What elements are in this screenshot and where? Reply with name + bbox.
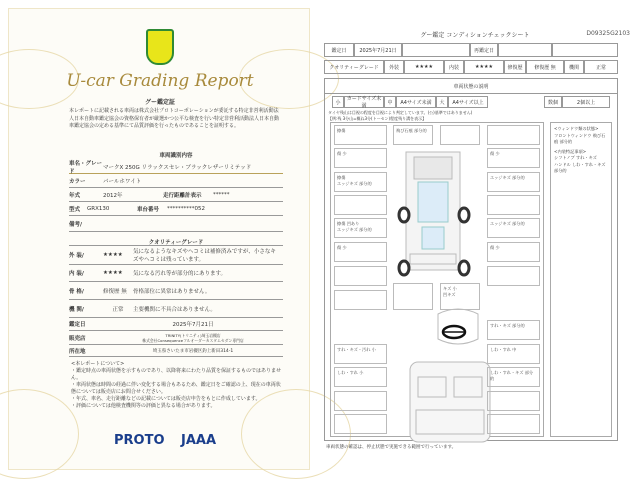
legend-large-desc: A4サイズ以上 (448, 96, 488, 108)
interior-box-right: しわ・すれ 中 (487, 344, 540, 364)
report-title: U-car Grading Report (66, 71, 254, 91)
interior-box-right: すれ・キズ 部分的 (487, 320, 540, 340)
quality-row-exterior: 外 装/ ★★★★ 気になるようなキズやヘコミは補修済みですが、小さなキズやヘコミは残っています。 (69, 245, 283, 265)
exterior-box-left: 擦傷 凹あり エッジキズ 部分的 (334, 218, 387, 238)
interior-grade: ★★★★ (464, 60, 504, 74)
report-notes: <本レポートについて> ・鑑定時点の車両状態を示すものであり、以降将来にわたり品質を保証するものではありません。 ・車両状態は時間の経過に伴い変化する場合もあるため、鑑定日をご確認の上、現在の車両状態については販売店にお問合せください。 ・年式、車名、走行距離などの記載については販売店申告をもとに作成しています。 ・評価については他検査機関等の評価と異なる場合があります。 (71, 361, 282, 409)
date-label: 鑑定日 (324, 43, 354, 57)
quality-row-frame: 骨 格/ 修復歴 無 骨格部位に異常はありません。 (69, 282, 283, 300)
exterior-grade: ★★★★ (404, 60, 444, 74)
tire-example-note: 【例:残 3分山=概ね3分(トーセン)程度残り溝を表示】 (328, 116, 427, 121)
repair-label: 修復歴 (504, 60, 526, 74)
exterior-box-left (334, 195, 387, 215)
exterior-label: 外装 (384, 60, 404, 74)
exterior-box-right (487, 125, 540, 145)
tire-note: タイヤ残山は目視の程度を目視により判定しています。(公)基準ではありません) (328, 110, 473, 115)
interior-box-right: しわ・すれ・キズ 部分的 (487, 367, 540, 387)
color-row: カラー パールホワイト (69, 174, 283, 188)
exterior-box-left: 傷 少 (334, 242, 387, 262)
exterior-box-left (334, 290, 387, 310)
quality-row-interior: 内 装/ ★★★★ 気になる汚れ等が部分的にあります。 (69, 265, 283, 282)
condition-check-sheet (318, 22, 632, 462)
legend-small-desc: カードサイズ未満 (344, 96, 384, 108)
exterior-box-right: 傷 少 (487, 148, 540, 168)
repair-value: 修復歴 無 (526, 60, 564, 74)
interior-box-right (487, 391, 540, 411)
jaaa-logo: JAAA (181, 433, 217, 448)
exterior-box-bottom: キズ 小 凹キズ (440, 283, 480, 310)
quality-section-title: クオリティーグレード (148, 240, 204, 246)
exterior-box-left: 傷 少 (334, 148, 387, 168)
engine-value: 正常 (584, 60, 618, 74)
interior-box-left (334, 391, 387, 411)
exterior-box-left: 擦傷 (334, 125, 387, 145)
interior-box-left: すれ・キズ・汚れ 小 (334, 344, 387, 364)
vehicle-section-title: 車両識別内容 (159, 153, 193, 159)
certificate-subtitle: グー鑑定証 (144, 99, 175, 106)
exterior-box-bottom (393, 283, 433, 310)
vehicle-name-row: 車名・グレード マークX 250G リラックスセレ・ブラックレザーリミテッド (69, 160, 283, 174)
legend-medium-desc: A4サイズ未満 (396, 96, 436, 108)
date-value: 2025年7月21日 (354, 43, 402, 57)
model-row: 型式 GRX130 車台番号 **********052 (69, 202, 283, 216)
reappraisal-label: 再鑑定日 (470, 43, 498, 57)
exterior-box-right: エッジキズ 部分的 (487, 172, 540, 192)
legend-medium: 中 (384, 96, 396, 108)
ornament (0, 389, 79, 479)
sheet-code: D09325G2103 (586, 30, 630, 37)
exterior-box-left (334, 266, 387, 286)
exterior-box-left: 擦傷 エッジキズ 部分的 (334, 172, 387, 192)
exterior-box-right (487, 266, 540, 286)
interior-box-left (334, 414, 387, 434)
goo-kantei-logo (146, 29, 174, 65)
dealer-row: 販売店 TRINITY(トリニティ)埼玉岩槻店 株式会社Consequenceフルオーダーカスタムセダン専門店 (69, 331, 283, 345)
exterior-box-right (487, 195, 540, 215)
exterior-box-top (440, 125, 480, 145)
sheet-footer: 車両状態の確認は、停止状態で実施できる範囲で行っています。 (326, 445, 457, 450)
grade-label: クオリティーグレード (324, 60, 384, 74)
year-row: 年式 2012年 走行距離計表示 ****** (69, 188, 283, 202)
count-label: 数個 (544, 96, 562, 108)
sheet-title: グー鑑定 コンディションチェックシート (420, 32, 530, 39)
count-value: 2個以上 (562, 96, 610, 108)
side-notes: <ウィンドウ類の状態> フロントウィンドウ 飛び石痕 部分的 <内装特記事項> シフトノブ すれ・キズ ハンドル しわ・すれ・キズ 部分的 (550, 122, 612, 437)
interior-label: 内装 (444, 60, 464, 74)
exterior-box-top: 飛び石痕 部分的 (393, 125, 433, 145)
proto-logo: PROTO (114, 433, 165, 448)
date-row: 鑑定日 2025年7月21日 (69, 318, 283, 331)
grading-certificate (8, 8, 310, 470)
interior-box-left: しわ・すれ 小 (334, 367, 387, 387)
exterior-box-right: エッジキズ 部分的 (487, 218, 540, 238)
exterior-box-right: 傷 少 (487, 242, 540, 262)
location-row: 所在地 埼玉県さいたま市岩槻区釣上新田314-1 (69, 345, 283, 357)
interior-box-right (487, 414, 540, 434)
legend-large: 大 (436, 96, 448, 108)
legend-small: 小 (332, 96, 344, 108)
state-title: 車両状態の説明 (324, 78, 618, 94)
quality-row-engine: 機 関/ 正常 主要機関に不具合はありません。 (69, 300, 283, 318)
intro-text: 本レポートに記載される車両は株式会社プロトコーポレーションが委託する特定非営利活動法人日本自動車鑑定協会の資格保有者が厳選かつ公平な検査を行い特定非営利活動法人日本自動車鑑定協会の定める基準にて品質評価を行ったものであることを証明する。 (69, 108, 280, 129)
remarks-row: 備考/ (69, 216, 283, 232)
engine-label: 機関 (564, 60, 584, 74)
